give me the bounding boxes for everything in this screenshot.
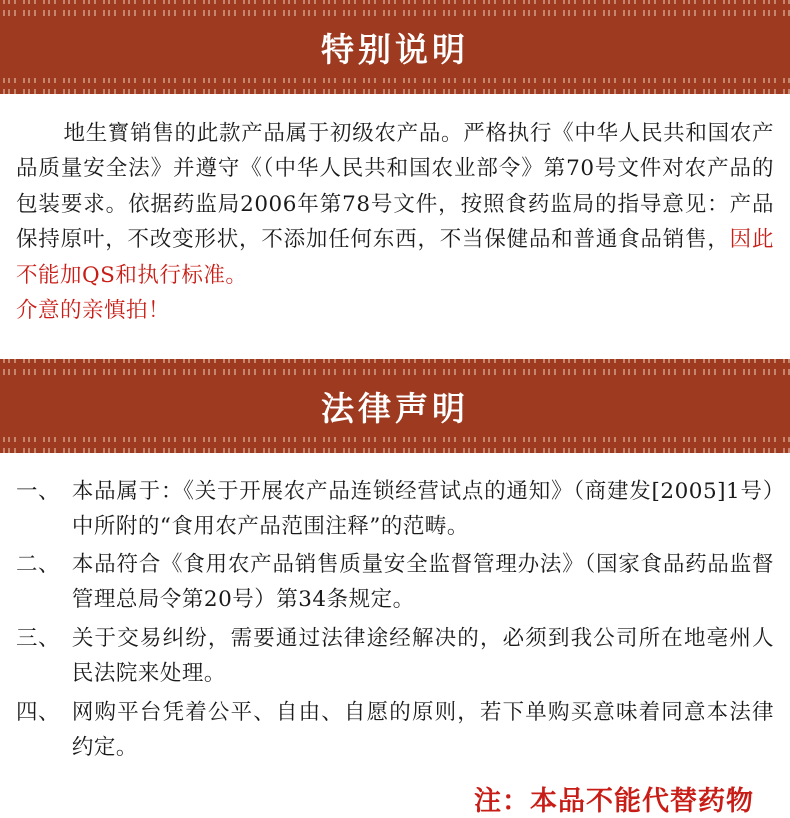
legal-statement-body [0,475,790,818]
list-item [16,696,774,766]
list-item [16,622,774,692]
banner-fret-bottom-icon [0,437,790,453]
spacer [0,94,790,116]
spacer [0,453,790,475]
list-item-number: 二、 [16,552,61,578]
list-item-text: 网购平台凭着公平、自由、自愿的原则，若下单购买意味着同意本法律约定。 [71,699,774,760]
special-note-title: 特别说明 [321,30,469,69]
list-item-text: 本品属于：《关于开展农产品连锁经营试点的通知》（商建发[2005]1号）中所附的“食用农产品范围注释”的范畴。 [71,478,774,539]
list-item-number: 三、 [16,626,61,652]
special-note-body [0,116,790,329]
list-item [16,475,774,545]
list-item-number: 四、 [16,699,61,725]
special-note-paragraph-highlight: 因此不能加QS和执行标准。 [16,227,774,288]
list-item [16,548,774,618]
list-item-number: 一、 [16,478,61,504]
legal-statement-banner [0,359,790,453]
special-note-banner [0,0,790,94]
spacer [0,329,790,359]
special-note-paragraph [16,116,774,293]
banner-fret-top-icon [0,359,790,375]
special-note-paragraph-lead: 地生寳销售的此款产品属于初级农产品。严格执行《中华人民共和国农产品质量安全法》并遵守《（中华人民共和国农业部令》第70号文件对农产品的包装要求。依据药监局2006年第78号文件，按照食药监局的指导意见：产品保持原叶，不改变形状，不添加任何东西，不当保健品和普通食品销售， [16,121,774,253]
special-note-warning: 介意的亲慎拍！ [16,298,171,324]
list-item-text: 本品符合《食用农产品销售质量安全监督管理办法》（国家食品药品监督管理总局令第20号）第34条规定。 [71,552,774,613]
list-item-text: 关于交易纠纷，需要通过法律途经解决的，必须到我公司所在地亳州人民法院来处理。 [71,626,774,686]
banner-fret-top-icon [0,0,790,16]
banner-fret-bottom-icon [0,78,790,94]
legal-list [16,475,774,766]
legal-note: 注：本品不能代替药物 [474,786,754,818]
legal-statement-title: 法律声明 [321,388,469,428]
